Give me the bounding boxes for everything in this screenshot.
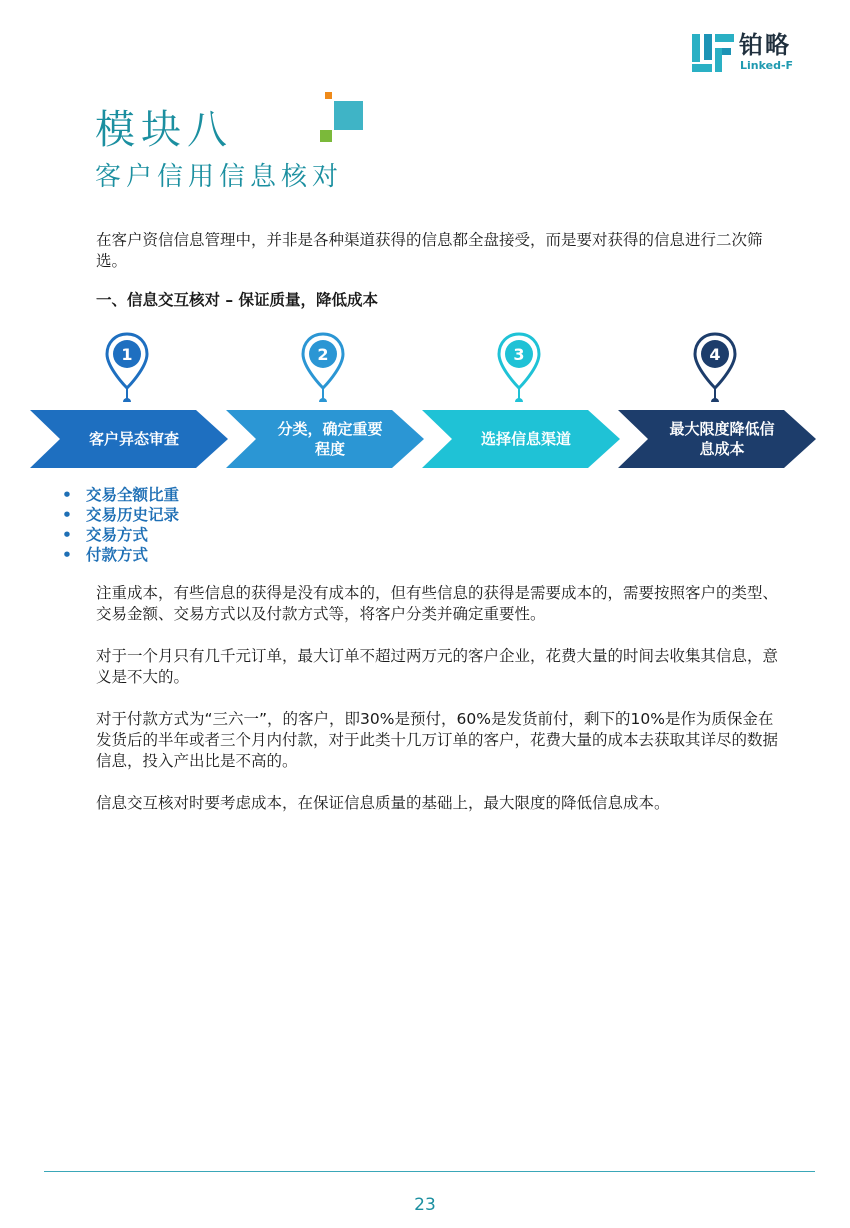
bullet-dot-icon: • [62,486,72,504]
step-number: 2 [317,345,329,364]
list-item [62,485,179,505]
logo-en-text: Linked-F [740,59,794,72]
list-item [62,505,179,525]
logo-mark-icon [692,32,734,74]
step-label: 选择信息渠道 [480,430,571,448]
step-label: 客户异态审查 [88,430,179,448]
process-step-1 [30,332,230,477]
step-number: 3 [513,345,525,364]
location-pin-icon [692,332,738,402]
decor-square-green [320,130,332,142]
page-number: 23 [414,1195,436,1215]
decor-square-teal [334,101,363,130]
process-step-3 [422,332,622,477]
page-subtitle: 客户信用信息核对 [95,162,344,192]
location-pin-icon [496,332,542,402]
bullet-text: 交易历史记录 [86,506,180,524]
body-paragraph: 对于付款方式为“三六一”，的客户，即30%是预付，60%是发货前付，剩下的10%是作为质保金在发货后的半年或者三个月内付款，对于此类十几万订单的客户，花费大量的成本去获取其详尽的数据信息，投入产出比是不高的。 [96,710,779,770]
step-label: 分类，确定重要程度 [277,420,383,458]
step-number: 1 [121,345,133,364]
list-item [62,545,179,565]
body-paragraph: 注重成本，有些信息的获得是没有成本的，但有些信息的获得是需要成本的，需要按照客户的类型、交易金额、交易方式以及付款方式等，将客户分类并确定重要性。 [96,584,779,623]
bullet-text: 交易全额比重 [86,486,180,504]
body-paragraph: 对于一个月只有几千元订单，最大订单不超过两万元的客户企业，花费大量的时间去收集其信息，意义是不大的。 [96,647,779,686]
bullet-dot-icon: • [62,526,72,544]
bullet-dot-icon: • [62,506,72,524]
body-paragraph: 信息交互核对时要考虑成本，在保证信息质量的基础上，最大限度的降低信息成本。 [96,794,670,812]
step-number: 4 [709,345,721,364]
page-title: 模块八 [95,107,233,153]
bullet-dot-icon: • [62,546,72,564]
process-step-4 [618,332,818,477]
footer-divider [44,1171,815,1172]
location-pin-icon [104,332,150,402]
step-label: 最大限度降低信息成本 [669,420,775,458]
list-item [62,525,179,545]
section-heading: 一、信息交互核对 – 保证质量，降低成本 [96,291,379,309]
process-flow [30,332,820,477]
intro-paragraph: 在客户资信信息管理中，并非是各种渠道获得的信息都全盘接受，而是要对获得的信息进行二次筛选。 [96,231,763,270]
process-step-2 [226,332,426,477]
bullet-list [62,485,179,565]
bullet-text: 交易方式 [86,526,149,544]
brand-logo [692,32,812,74]
decor-square-orange [325,92,332,99]
bullet-text: 付款方式 [86,546,149,564]
logo-cn-text: 铂略 [739,31,791,59]
location-pin-icon [300,332,346,402]
